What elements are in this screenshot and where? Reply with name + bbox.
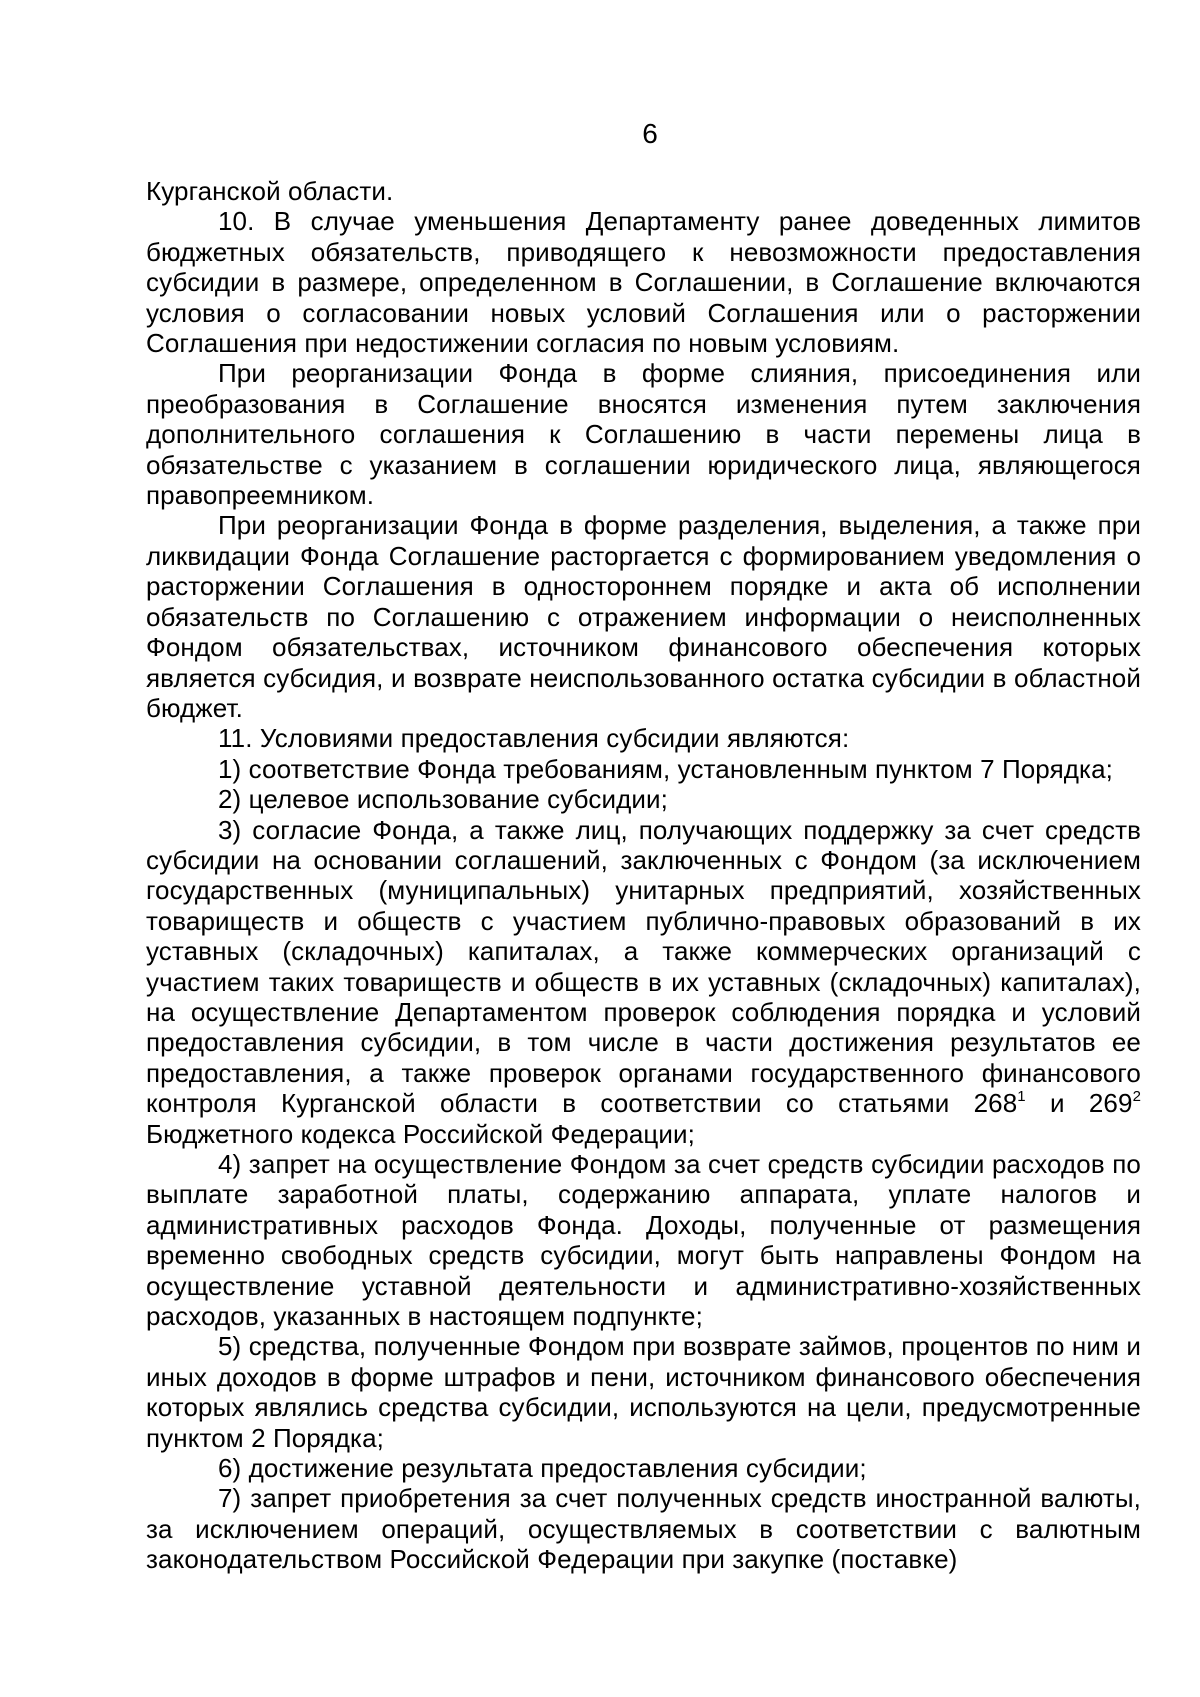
paragraph-11-heading: 11. Условиями предоставления субсидии являются: <box>218 723 850 754</box>
list-item-4: 4) запрет на осуществление Фондом за счет средств субсидии расходов по выплате заработной платы, содержанию аппарата, уплате налогов и административных расходов Фонда. Доходы, полученные от размещения временно свободных средств субсидии, могут быть направлены Фондом на осуществление уставной деятельности и административно-хозяйственных расходов, указанных в настоящем подпункте; <box>146 1149 1141 1332</box>
list-item-3-middle: и 269 <box>1025 1088 1133 1119</box>
list-item-6: 6) достижение результата предоставления субсидии; <box>218 1453 867 1484</box>
paragraph-reorganization-division: При реорганизации Фонда в форме разделения, выделения, а также при ликвидации Фонда Соглашение расторгается с формированием уведомления о расторжении Соглашения в одностороннем порядке и акта об исполнении обязательств по Соглашению с отражением информации о неисполненных Фондом обязательствах, источником финансового обеспечения которых является субсидия, и возврате неиспользованного остатка субсидии в областной бюджет. <box>146 510 1141 723</box>
list-item-5: 5) средства, полученные Фондом при возврате займов, процентов по ним и иных доходов в форме штрафов и пени, источником финансового обеспечения которых являлись средства субсидии, используются на цели, предусмотренные пунктом 2 Порядка; <box>146 1331 1141 1453</box>
superscript-1: 1 <box>1017 1088 1026 1106</box>
list-item-3-text: 3) согласие Фонда, а также лиц, получающих поддержку за счет средств субсидии на основании соглашений, заключенных с Фондом (за исключением государственных (муниципальных) унитарных предприятий, хозяйственных товариществ и обществ с участием публично-правовых образований в их уставных (складочных) капиталах, а также коммерческих организаций с участием таких товариществ и обществ в их уставных (складочных) капиталах), на осуществление Департаментом проверок соблюдения порядка и условий предоставления субсидии, в том числе в части достижения результатов ее предоставления, а также проверок органами государственного финансового контроля Курганской области в соответствии со статьями 268 <box>146 814 1141 1119</box>
superscript-2: 2 <box>1132 1088 1142 1106</box>
list-item-3 <box>146 815 1141 1149</box>
list-item-1: 1) соответствие Фонда требованиям, установленным пунктом 7 Порядка; <box>218 753 1113 784</box>
list-item-3-end: Бюджетного кодекса Российской Федерации; <box>146 1118 695 1149</box>
list-item-2: 2) целевое использование субсидии; <box>218 784 668 815</box>
paragraph-continuation: Курганской области. <box>146 176 394 206</box>
document-body <box>146 176 1141 1575</box>
paragraph-10: 10. В случае уменьшения Департаменту ранее доведенных лимитов бюджетных обязательств, приводящего к невозможности предоставления субсидии в размере, определенном в Соглашении, в Соглашение включаются условия о согласовании новых условий Соглашения или о расторжении Соглашения при недостижении согласия по новым условиям. <box>146 206 1141 359</box>
list-item-7: 7) запрет приобретения за счет полученных средств иностранной валюты, за исключением операций, осуществляемых в соответствии с валютным законодательством Российской Федерации при закупке (поставке) <box>146 1483 1141 1575</box>
paragraph-reorganization-merger: При реорганизации Фонда в форме слияния, присоединения или преобразования в Соглашение вносятся изменения путем заключения дополнительного соглашения к Соглашению в части перемены лица в обязательстве с указанием в соглашении юридического лица, являющегося правопреемником. <box>146 358 1141 511</box>
page-number: 6 <box>642 118 658 149</box>
